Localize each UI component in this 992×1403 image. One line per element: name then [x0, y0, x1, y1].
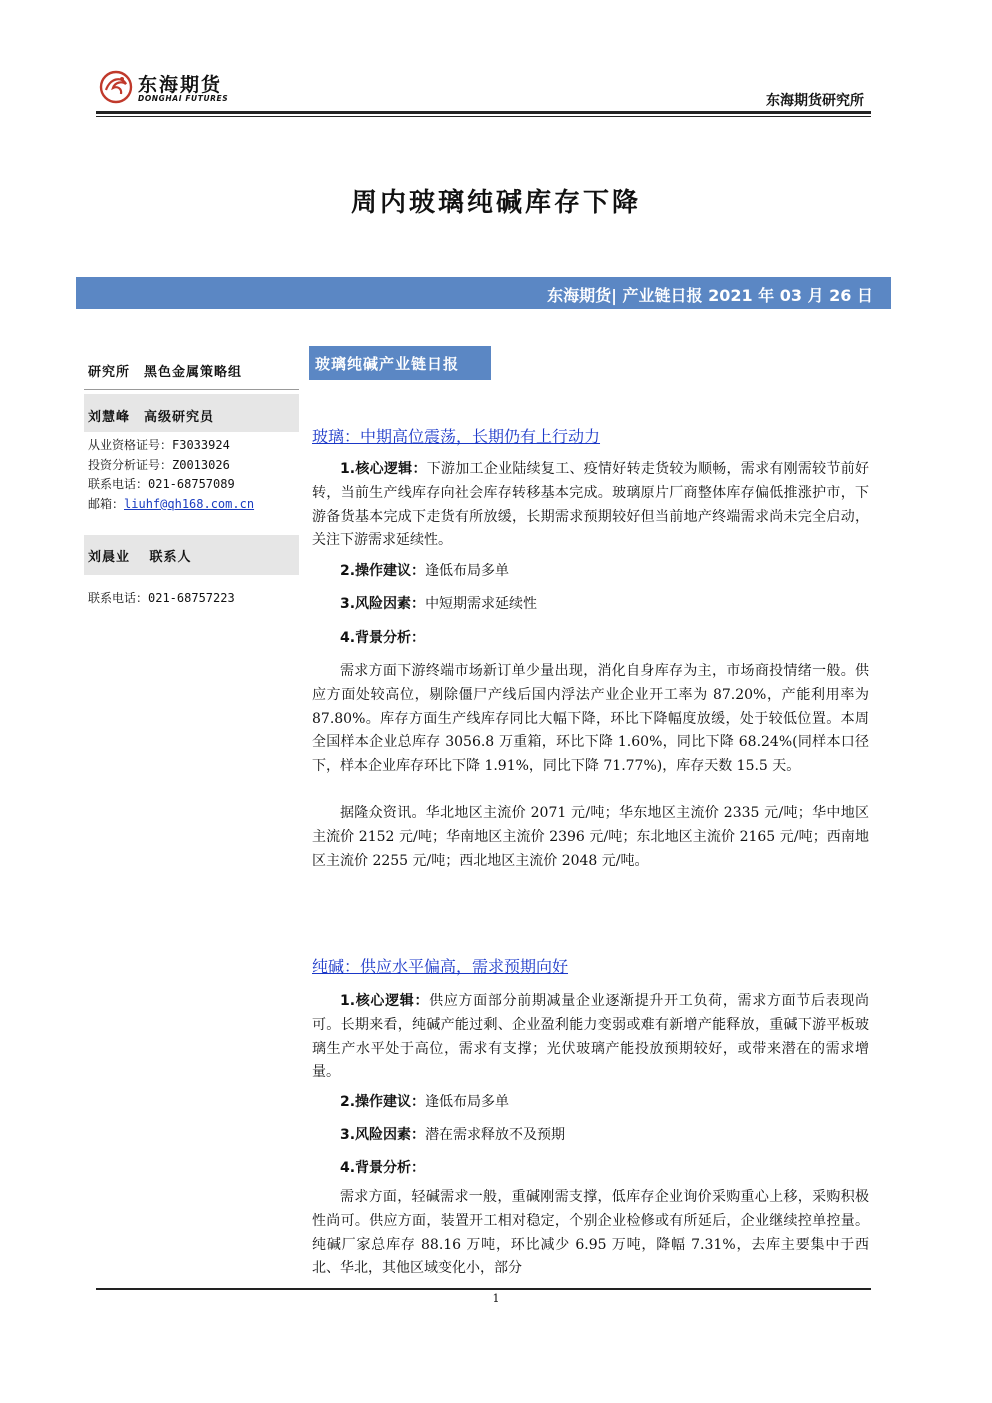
header-divider	[96, 111, 871, 114]
glass-background-p2: 据隆众资讯。华北地区主流价 2071 元/吨；华东地区主流价 2335 元/吨；华中地区主流价 2152 元/吨；华南地区主流价 2396 元/吨；东北地区主流价 2165 元/吨；西南地区主流价 2255 元/吨；西北地区主流价 2048 元/吨。	[312, 805, 869, 869]
soda-background-heading	[312, 1157, 869, 1181]
soda-risk	[312, 1124, 869, 1148]
email-label: 邮箱：	[88, 496, 125, 511]
logo-text-cn: 东海期货	[138, 74, 223, 96]
banner-text: 东海期货| 产业链日报 2021 年 03 月 26 日	[547, 286, 873, 305]
glass-risk-label: 3.风险因素：	[340, 596, 426, 612]
header-divider-thin	[96, 116, 871, 117]
soda-risk-text: 潜在需求释放不及预期	[425, 1127, 566, 1143]
footer-divider	[96, 1288, 871, 1290]
institute-name: 东海期货研究所	[766, 93, 864, 109]
sidebar-divider	[84, 389, 299, 390]
glass-background-heading	[312, 627, 869, 651]
glass-op-text: 逢低布局多单	[425, 563, 510, 579]
soda-background-p1: 需求方面，轻碱需求一般，重碱刚需支撑，低库存企业询价采购重心上移，采购积极性尚可。供应方面，装置开工相对稳定，个别企业检修或有所延后，企业继续控单控量。纯碱厂家总库存 88.16 万吨，环比减少 6.95 万吨，降幅 7.31%，去库主要集中于西北、华北，其他区域变化小，部分	[312, 1189, 869, 1277]
glass-core-logic	[312, 458, 869, 553]
glass-section-title[interactable]: 玻璃：中期高位震荡，长期仍有上行动力	[312, 427, 601, 446]
glass-risk-text: 中短期需求延续性	[425, 596, 538, 612]
analyst-email-link[interactable]: liuhf@qh168.com.cn	[124, 496, 255, 511]
logo-text-en: DONGHAI FUTURES	[138, 94, 229, 103]
soda-section-title[interactable]: 纯碱：供应水平偏高，需求预期向好	[312, 957, 569, 976]
qualification-number: 从业资格证号：F3033924	[88, 438, 230, 452]
dragon-logo-icon	[98, 68, 134, 106]
report-title: 周内玻璃纯碱库存下降	[350, 188, 641, 218]
analysis-number: 投资分析证号：Z0013026	[88, 457, 230, 472]
glass-operation	[312, 560, 869, 584]
glass-core-label: 1.核心逻辑：	[340, 461, 427, 477]
contact-name: 刘晨业 联系人	[88, 550, 192, 565]
soda-op-text: 逢低布局多单	[425, 1094, 510, 1110]
report-type-text: 玻璃纯碱产业链日报	[315, 355, 460, 373]
soda-operation	[312, 1091, 869, 1115]
company-logo	[98, 68, 238, 108]
soda-op-label: 2.操作建议：	[340, 1094, 426, 1110]
soda-core-label: 1.核心逻辑：	[340, 993, 430, 1009]
report-type-tag	[309, 346, 491, 380]
glass-risk	[312, 593, 869, 617]
soda-core-logic	[312, 990, 869, 1085]
analyst-email-line	[84, 495, 299, 515]
page-number: 1	[492, 1292, 500, 1305]
analyst-info	[84, 436, 299, 514]
contact-info	[84, 589, 299, 609]
glass-background-p1: 需求方面下游终端市场新订单少量出现，消化自身库存为主，市场商投情绪一般。供应方面处较高位，剔除僵尸产线后国内浮法产业企业开工率为 87.20%，产能利用率为 87.80%。库存方面生产线库存同比大幅下降，环比下降幅度放缓，处于较低位置。本周全国样本企业总库存 3056.8 万重箱，环比下降 1.60%，同比下降 68.24%(同样本口径下，样本企业库存环比下降 1.91%，同比下降 71.77%)，库存天数 15.5 天。	[312, 663, 869, 775]
soda-core-text: 供应方面部分前期减量企业逐渐提升开工负荷，需求方面节后表现尚可。长期来看，纯碱产能过剩、企业盈利能力变弱或难有新增产能释放，重碱下游平板玻璃生产水平处于高位，需求有支撑；光伏玻璃产能投放预期较好，或带来潜在的需求增量。	[312, 993, 870, 1081]
glass-bg-label: 4.背景分析：	[340, 630, 426, 646]
glass-core-text: 下游加工企业陆续复工、疫情好转走货较为顺畅，需求有刚需较节前好转，当前生产线库存向社会库存转移基本完成。玻璃原片厂商整体库存偏低推涨护市，下游备货基本完成下走货有所放缓，长期需求预期较好但当前地产终端需求尚未完全启动，关注下游需求延续性。	[312, 461, 869, 549]
contact-phone: 联系电话：021-68757223	[88, 591, 235, 605]
soda-bg-label: 4.背景分析：	[340, 1160, 426, 1176]
contact-name-box	[84, 535, 299, 575]
soda-risk-label: 3.风险因素：	[340, 1127, 426, 1143]
date-banner	[76, 277, 891, 309]
analyst-phone: 联系电话：021-68757089	[88, 477, 235, 491]
analyst-name: 刘慧峰 高级研究员	[88, 410, 215, 425]
sidebar-dept: 研究所 黑色金属策略组	[88, 365, 243, 380]
analyst-name-box	[84, 394, 299, 432]
glass-op-label: 2.操作建议：	[340, 563, 426, 579]
